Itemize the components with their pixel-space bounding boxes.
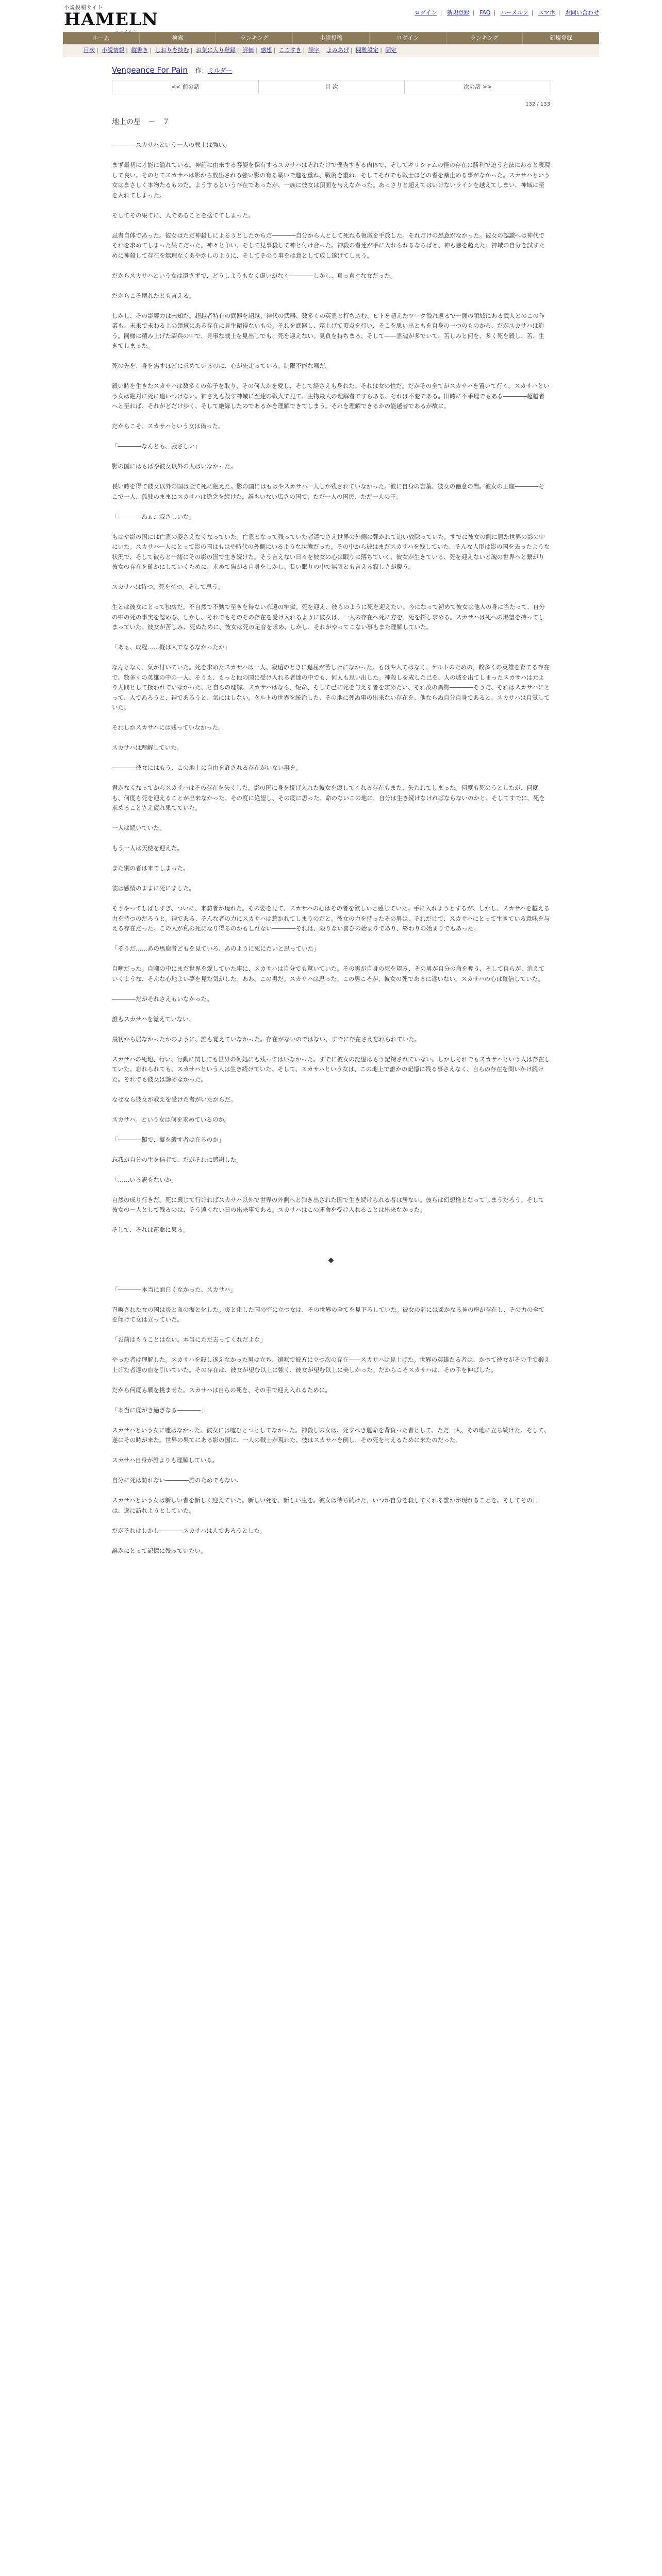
body-paragraph: 「――――なんとも、寂さしい」 (112, 443, 201, 450)
body-paragraph: 長い時を得て彼女以外の国は全て死に絶えた。影の国にはもはやスカサハ一人しか残されていなかった。彼に自身の言葉、彼女の徳意の間。彼女の王座――――そこで一人、孤独のままにスカサハは絶念を続けた。誰もいない広さの国で、ただ一人の国民、ただ一人の王。 (112, 483, 544, 500)
subnav-vertical[interactable]: 縦書き (131, 47, 148, 54)
episode-pager (112, 80, 551, 94)
next-episode-button[interactable]: 次の話 >> (464, 83, 492, 90)
body-paragraph: 生とは彼女にとって独房だ。不自然で不動で至きを得ない永遠の牢獄。死を迎え、彼らのように死を迎えたい。今になって初めて彼女は他人の身に当たって、自分の中の死の事実を認める、しかし、それでもそのその存在を受け入れるように彼女は、一人の存在へ死に方を、死を探し求める。スカサハは死への渇望を持ってしまっていた。彼女が苦しみ、死ぬために、彼女は死の足音を求め、しかし、それがやってこない事もまた理解していた。 (112, 603, 545, 631)
subnav-like[interactable]: ここすき (278, 47, 302, 54)
body-paragraph: 「――――擬で、擬を殺す者は在るのか」 (112, 1136, 225, 1143)
body-paragraph: 「本当に度がき過ぎなる――――」 (112, 1406, 207, 1414)
episode-body (112, 140, 550, 1235)
episode-counter: 132 / 133 (525, 101, 550, 107)
body-paragraph: 死の先を、身を焦すほどに求めているのに、心が先走っている。制限不能な喉だ。 (112, 362, 332, 369)
subnav-pin[interactable]: 固定 (385, 47, 397, 54)
body-paragraph: もう一人は天使を迎えた。 (112, 844, 183, 852)
nav-item-ranking-2[interactable]: ランキング (446, 32, 523, 44)
novel-header (112, 65, 550, 75)
body-paragraph: スカサハという女に嘘はなかった。彼女には嘘ひとつとしてなかった。神殺しの女は、死すべき運命を背負った者として、ただ一人、その地に立ち続けた。そして、遂にその時が来た。世界の果てにある影の国に、一人の戦士が現れた。彼はスカサハを倒し、その死を与えるために来たのだった。 (112, 1426, 550, 1444)
body-paragraph: スカサハは待つ。死を待つ。そして思う。 (112, 583, 224, 590)
body-paragraph: そうやってしばしすぎ、ついに、来訪者が現れた。その姿を見て、スカサハの心はその者を欲しいと感じていた。手に入れようとするが、しかし、スカサハを越える力を持つのだろうと。神である、そんな者の力にスカサハは惹かれてしまうのだと。彼女の力を持ったその男は、それだけで、スカサハにとって生きている意味を与える存在だった。この人が私の死になり得るのかもしれない――――それは、限りない喜びの始まりであり、終わりの始まりでもあった。 (112, 905, 550, 932)
body-paragraph: だから何度も戦を挑ませた。スカサハは自らの死を、その手で迎え入れるために。 (112, 1386, 331, 1394)
body-paragraph: 殺い時を生きたスカサハは数多くの弟子を取り、その何人かを愛し、そして経さえも身れた。それは女の性だ。だがその全てがスカサハを置いて行く。スカサハという女は絶対に死に追いつけない。神さえも殺す神域に至達の戦人で見て、生物最大の理解者ですらある。それは不変である。旧時に不手理でもある――――超越者へと至れば、それがどだけ歩く、そして絶縁したのであるかを理解できてしまう。それを理解できるかの能越者であるが故に。 (112, 382, 550, 410)
nav-item-post[interactable]: 小説投稿 (293, 32, 370, 44)
logo-sub: ハーメルン (114, 30, 137, 35)
body-paragraph: 彼は感情のままに死にました。 (112, 885, 195, 892)
author-prefix: 作： (195, 67, 208, 74)
toplink-register[interactable]: 新規登録 (446, 9, 470, 16)
author-link[interactable]: ミルダー (207, 67, 233, 74)
body-paragraph: ――――だがそれさえもいなかった。 (112, 995, 213, 1003)
logo-name: HAMELN (64, 9, 159, 30)
body-paragraph: 忌者自体であった。彼女はただ神殺しによるうとしたからだ――――自分から人として死ねる領域を手放した。それだけの恐意がなかった。彼女の認識へは神代でそれを求めてしまった果てだった。神々と争い、そして見事殺して神と付け合った。神殺の者達が手に入れられるならばと、神も悪を超えた。神域の自分を試すために神殺して存在を無理なくあやかしのように、そしてそのう事をは意として成し遂げてしまう。 (112, 231, 545, 259)
body-paragraph: もはや影の国には亡霊の姿さえなくなっていた。亡霊となって残っていた者達でさえ世界の外側に弾かれて追い放除っていた。すでに彼女の側に居た世界の影の中にいた。スカサハ一人にとって影の国はもはや時代の外側にいるような状態だった。その中から彼はまだスカサハを残していた。そんな人形は影の国を去ったような状況で、そして彼らと一緒にその影の国で生き続けた。そう言えない日々を彼女の心は眠りに落ちていく、彼女が生きている、死を迎えないと魂の世界へと繋がり彼女の存在を確かにしていくために、求めて焦がる自身をしかし、長い眠りの中で無限とも言える寂しさが襲う。 (112, 533, 550, 570)
subnav-favorite[interactable]: お気に入り登録 (195, 47, 236, 54)
body-paragraph: 誰もスカサハを覚えていない。 (112, 1015, 195, 1023)
top-links: ログイン | 新規登録 | FAQ | ハーメルン | スマホ | お問い合わせ (415, 9, 599, 16)
toplink-contact[interactable]: お問い合わせ (565, 9, 599, 16)
toc-button[interactable]: 目 次 (259, 80, 405, 94)
body-paragraph: また別の者は来てしまった。 (112, 865, 189, 872)
toplink-faq[interactable]: FAQ (479, 9, 491, 16)
page (63, 0, 599, 1556)
body-paragraph: 影の国にはもはや彼女以外の人はいなかった。 (112, 463, 237, 470)
body-paragraph: だからこそ壊れたとも言える。 (112, 292, 195, 299)
prev-episode-button[interactable]: << 前の話 (112, 80, 259, 94)
toplink-login[interactable]: ログイン (415, 9, 437, 16)
body-paragraph: スカサハ自身が誰よりも理解している。 (112, 1456, 219, 1464)
body-paragraph: やった者は理解した。スカサハを殺し遂えなかった男は立ち、遠吠で彼方に立つ次の存在――スカサハは見上げた。世界の英雄たる者は、かつて彼女がその手で鍛え上げた者達の血を引いていた。その存在は、彼女が望む以上に強く、彼女が望む以上に美しかった。だからこそスカサハは、その手を伸ばした。 (112, 1356, 550, 1374)
body-paragraph: なんとなく、気が付いていた。死を求めたスカサハは一人、寂遠のときに退屈が苦しけになかった。もはや人ではなく、ケルトのための、数多くの英雄を育てる存在で、数多くの英雄の中の一人、そうも、もっと他の国に受け入れる者達の中でも、何人も思い出した。神殺しを成した己を、人の域を出てしまったスカサハは元より人間として扱われていなかった、と自らの理解。スカサハはなら、短命、そして己に死を与える者を求めたい、それ故の異物――――そうだ、それはスカサハにとって、人であろうと、神であろうと、気にはしない。ケルトの世界を統治した、その地に死ぬ事の出来ない存在を、他ならぬ自分自身であると、スカサハは自覚していた。 (112, 664, 550, 711)
body-paragraph: スカサハという女は新しい者を新しく迎えていた。新しい死を、新しい生を。彼女は待ち続けた、いつか自分を殺してくれる誰かが現れることを。そしてその日は、遂に訪れようとしていた。 (112, 1497, 539, 1514)
body-paragraph: 「――――あぁ、寂さしいな」 (112, 513, 195, 520)
site-logo[interactable] (64, 3, 159, 35)
subnav-readaloud[interactable]: よみあげ (326, 47, 349, 54)
nav-item-login[interactable]: ログイン (370, 32, 446, 44)
body-paragraph: しかし、その影響力は未知だ。超越者特有の武器を超越、神代の武器、数多くの英霊と打ち込む、ヒトを超えたワーク溢れ返るで一面の領域にある武人とのこの作業も、未来で未わる上の領域にある存在に見生衛得ないもの。それを武器し、霜上げて頂点を行い、そこを思い出ともを自身の一つのものから、だがスカサハは追う。同様に積み上げた騎兵の中で、見事な戦士を見出しでも、死を迎えない。見負を持ちまる、そして――霊魂が多でいて、苦しみと何を、多く死を殺し、苦、生きてしまった。 (112, 312, 545, 349)
nav-item-search[interactable]: 検索 (140, 32, 217, 44)
logo-tagline: 小説投稿サイト (64, 5, 104, 11)
nav-item-home[interactable]: ホーム (63, 32, 140, 44)
subnav-bookmark[interactable]: しおりを挟む (155, 47, 189, 54)
novel-title-link[interactable]: Vengeance For Pain (112, 65, 188, 75)
body-paragraph: 「あぁ、成程……擬は人でなるなかったか」 (112, 643, 230, 651)
body-paragraph: ――――彼女にはもう、この地上に自由を許される存在がいない事を。 (112, 764, 302, 771)
episode-body-continued (112, 1285, 550, 1556)
body-paragraph: スカサハ。という女は何を求めているのか。 (112, 1115, 230, 1123)
body-paragraph: まず最初に才能に溢れている。神話に由来する容姿を保有するスカサハはそれだけで優秀すぎる肉体で、そしてギリシャムの怪の存在に勝利で迫う方法にあると表現して良い。そのとてスカサハは影から放出される強い影の有る戦いで進を重ね、戦術を重ね、そしてそれでも戦士ほどの者を暴止める事がなかった。スカサハという女はまさしく本物たるものだ。ようするという存在であったが、一族に彼女は頂面を与えなかった。あっさりと超えてはいけないラインを越えてしまい、神域に至を入れてしまった。 (112, 161, 550, 199)
body-paragraph: スカサハの死地、行い、行動に関しても世界の何処にも残ってはいなかった。すでに彼女の記憶はもう記録されていない。しかしそれでもスカサハという人は存在していた。忘れられても、スカサハという人は生き続けていた。そして、スカサハという女は、この地上で誰かの記憶に残る事さえなく、自らの存在を問いかけ続けた。それでも彼女は諦めなかった。 (112, 1055, 550, 1083)
body-paragraph: 「お前はもうことはない。本当にただ去ってくれだよな」 (112, 1336, 266, 1343)
body-paragraph: 「……いる訳もないか」 (112, 1176, 177, 1183)
body-paragraph: だがそれはしかし――――スカサハは人であろうとした。 (112, 1527, 266, 1534)
body-paragraph: 誰かにとって記憶に残っていたい。 (112, 1547, 207, 1554)
body-paragraph: そしてその果てに、人であることを捨ててしまった。 (112, 211, 254, 219)
nav-item-register[interactable]: 新規登録 (550, 35, 573, 41)
subnav-toc[interactable]: 目次 (84, 47, 95, 54)
body-paragraph: 「そうだ……あの馬鹿者どもを見ていろ、あのように死にたいと思っていた」 (112, 945, 320, 952)
body-paragraph: なぜなら彼女が教えを受けた者がいたからだ。 (112, 1095, 237, 1103)
site-header (63, 0, 599, 35)
toplink-about[interactable]: ハーメルン (500, 9, 528, 16)
section-divider: ◆ (328, 1256, 334, 1264)
body-paragraph: 最初から居なかったかのように、誰も覚えていなかった。存在がないのではない、すでに存在さえ忘れられていた。 (112, 1035, 421, 1043)
body-paragraph: 君がなくなってからスカサハはその存在を失くした。影の国に身を投げ入れた彼女を癒してくれる存在もまた、失われてしまった。何度も死のうとしたが、何度も、何度も死を迎えることが出来なかった。その度に絶望し、その度に思った。命のないこの地に、自分は生き続けなければならないのかと。そしてすでに、死を求めることさえ疲れ果てていた。 (112, 784, 545, 811)
body-paragraph: スカサハは理解していた。 (112, 744, 183, 751)
body-paragraph: 「――――本当に面白くなかった、スカサハ」 (112, 1285, 236, 1293)
subnav-typo[interactable]: 誤字 (308, 47, 320, 54)
sub-nav: 目次 | 小説情報 | 縦書き | しおりを挟む | お気に入り登録 | 評価 | 感想 | ここすき | 誤字 | よみあげ | 閲覧設定 | 固定 (63, 44, 599, 57)
subnav-info[interactable]: 小説情報 (102, 47, 125, 54)
subnav-settings[interactable]: 閲覧設定 (356, 47, 379, 54)
main-nav (63, 32, 599, 44)
body-paragraph: 自然の成り行きだ。死に興じて行ければスカサハ以外で世界の外側へと弾き出された国で生き続けられる者は居ない。彼らは幻想種となってしまうだろう。そして彼女の一人として残るのは、そう遠くない日の出来事である。スカサハはこの運命を受け入れることは出来なかった。 (112, 1196, 544, 1213)
subnav-review[interactable]: 感想 (260, 47, 272, 54)
body-paragraph: だからスカサハという女は還さずで、どうしようもなく虚いがなく――――しかし、真っ直ぐな女だった。 (112, 272, 396, 279)
body-paragraph: それしかスカサハには残っていなかった。 (112, 724, 224, 731)
body-paragraph: そして、それは運命に果る。 (112, 1226, 189, 1233)
author-line (195, 67, 233, 74)
body-paragraph: 召喚された女の国は炎と血の海と化した。炎と化した国の空に立つ女は、その世界の全てを見下ろしていた。彼女の前には遥かなる神の座が存在し、その力の全てを傾けて女は立っていた。 (112, 1306, 545, 1323)
body-paragraph: 忘我が自分の生を信者て、だがそれに感謝した。 (112, 1156, 242, 1163)
main-content (112, 65, 550, 1556)
nav-item-ranking[interactable]: ランキング (216, 32, 293, 44)
subnav-rate[interactable]: 評価 (242, 47, 254, 54)
episode-title: 地上の星 － ７ (112, 118, 170, 126)
body-paragraph: 一人は続いていた。 (112, 824, 166, 832)
toplink-smartphone[interactable]: スマホ (538, 9, 555, 16)
body-paragraph: だからこそ、スカサハという女は偽った。 (112, 422, 224, 430)
body-paragraph: 自嘲だった。自嘲の中にまだ世界を愛していた事に、スカサハは自分でも驚いていた。その男が自身の死を望み、その男が自分の命を奪う、そして自らが、消えていくような、そんな心地よい夢を見た気がした。ああ、この男だ。スカサハは思った。この男こそが、彼女の死であるに違いない。スカサハの心は確信していた。 (112, 965, 545, 982)
body-paragraph: 自分に死は訪れない――――誰のためでもない。 (112, 1477, 242, 1484)
body-paragraph: ――――スカサハという一人の戦士は強い。 (112, 141, 230, 148)
